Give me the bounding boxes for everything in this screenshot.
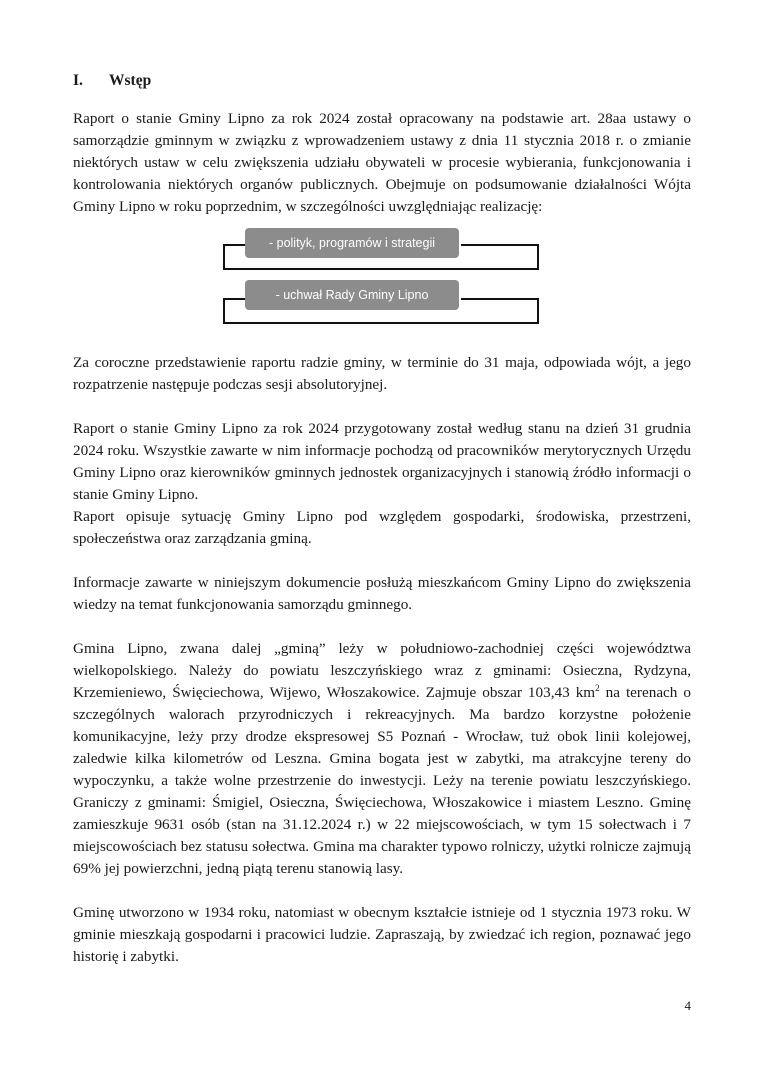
section-heading [73, 72, 691, 90]
page-content [73, 72, 691, 968]
page-number: 4 [684, 998, 691, 1013]
history-paragraph: Gminę utworzono w 1934 roku, natomiast w obecnym kształcie istnieje od 1 stycznia 1973 roku. W gminie mieszkają gospodarni i pracowici ludzie. Zapraszają, by zwiedzać ich region, poznawać jego historię i zabytki. [73, 904, 691, 965]
intro-paragraph: Raport o stanie Gminy Lipno za rok 2024 został opracowany na podstawie art. 28aa ustawy o samorządzie gminnym w związku z wprowadzeniem ustawy z dnia 11 stycznia 2018 r. o zmianie niektórych ustaw w celu zwiększenia udziału obywateli w procesie wybierania, funkcjonowania i kontrolowania niektórych organów publicznych. Obejmuje on podsumowanie działalności Wójta Gminy Lipno w roku poprzednim, w szczególności uwzględniając realizację: [73, 110, 691, 215]
gmina-text-a: Gmina Lipno, zwana dalej „gminą” leży w południowo-zachodniej części województwa wielkopolskiego. Należy do powiatu leszczyńskiego wraz z gminami: Osieczna, Rydzyna, Krzemieniewo, Święciechowa, Wijewo, Włoszakowice. Zajmuje obszar 103,43 km [73, 640, 691, 701]
info-paragraph: Informacje zawarte w niniejszym dokumencie posłużą mieszkańcom Gminy Lipno do zwiększenia wiedzy na temat funkcjonowania samorządu gminnego. [73, 574, 691, 613]
gmina-text-b: na terenach o szczególnych walorach przyrodniczych i rekreacyjnych. Ma bardzo korzystne położenie komunikacyjne, leży przy drodze ekspresowej S5 Poznań - Wrocław, tuż obok linii kolejowej, zaledwie kilka kilometrów od Leszna. Gmina bogata jest w zabytki, ma atrakcyjne tereny do wypoczynku, a także wolne przestrzenie do inwestycji. Leży na terenie powiatu leszczyńskiego. Graniczy z gminami: Śmigiel, Osieczna, Święciechowa, Włoszakowice i miastem Leszno. Gminę zamieszkuje 9631 osób (stan na 31.12.2024 r.) w 22 miejscowościach, w tym 15 sołectwach i 7 miejscowościach bez statusu sołectwa. Gmina ma charakter typowo rolniczy, użytki rolnicze zajmują 69% jej powierzchni, jedną piątą terenu stanowią lasy. [73, 684, 691, 877]
realization-diagram [73, 222, 691, 340]
diagram-item-policies: - polityk, programów i strategii [245, 228, 459, 258]
section-number: I. [73, 72, 83, 89]
gmina-paragraph [73, 638, 691, 880]
diagram-item-resolutions: - uchwał Rady Gminy Lipno [245, 280, 459, 310]
state-paragraph: Raport o stanie Gminy Lipno za rok 2024 przygotowany został według stanu na dzień 31 grudnia 2024 roku. Wszystkie zawarte w nim informacje pochodzą od pracowników merytorycznych Urzędu Gminy Lipno oraz kierowników gminnych jednostek organizacyjnych i stanowią źródło informacji o stanie Gminy Lipno. [73, 420, 691, 503]
superscript-2: 2 [595, 682, 600, 693]
describes-paragraph: Raport opisuje sytuację Gminy Lipno pod względem gospodarki, środowiska, przestrzeni, społeczeństwa oraz zarządzania gminą. [73, 508, 691, 547]
deadline-paragraph: Za coroczne przedstawienie raportu radzie gminy, w terminie do 31 maja, odpowiada wójt, a jego rozpatrzenie następuje podczas sesji absolutoryjnej. [73, 354, 691, 393]
section-title: Wstęp [109, 72, 152, 89]
